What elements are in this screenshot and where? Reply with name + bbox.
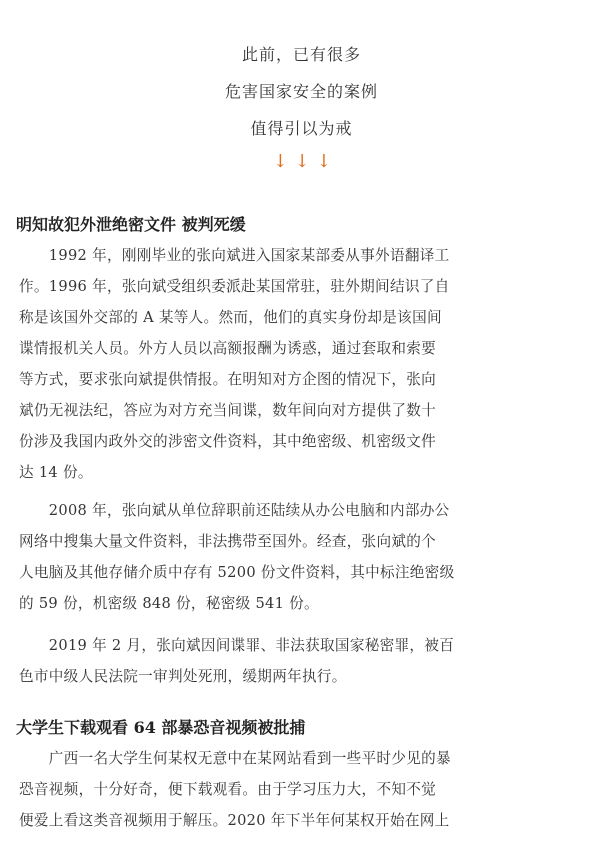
- section-2-paragraph-1: [19, 743, 549, 836]
- down-arrows: [0, 150, 603, 174]
- down-arrow-icon: ↓: [272, 151, 290, 172]
- intro-block: [0, 36, 603, 147]
- down-arrow-icon: ↓: [294, 151, 312, 172]
- section-1-paragraph-1: [19, 240, 549, 488]
- text-line: 谍情报机关人员。外方人员以高额报酬为诱惑，通过套取和索要: [19, 340, 437, 357]
- text-line: 人电脑及其他存储介质中存有 5200 份文件资料，其中标注绝密级: [19, 564, 455, 581]
- section-2-title: 大学生下载观看 64 部暴恐音视频被批捕: [16, 718, 306, 737]
- text-line: 作。1996 年，张向斌受组织委派赴某国常驻，驻外期间结识了自: [19, 278, 450, 295]
- text-line: 网络中搜集大量文件资料，非法携带至国外。经查，张向斌的个: [19, 533, 437, 550]
- text-line: 达 14 份。: [19, 464, 93, 481]
- text-line: 份涉及我国内政外交的涉密文件资料，其中绝密级、机密级文件: [19, 433, 437, 450]
- text-line: 的 59 份，机密级 848 份，秘密级 541 份。: [19, 595, 319, 612]
- text-line: 色市中级人民法院一审判处死刑，缓期两年执行。: [19, 668, 347, 685]
- intro-line-3: 值得引以为戒: [250, 119, 353, 138]
- text-line: 斌仍无视法纪，答应为对方充当间谍，数年间向对方提供了数十: [19, 402, 437, 419]
- text-line: 2008 年，张向斌从单位辞职前还陆续从办公电脑和内部办公: [19, 502, 450, 519]
- text-line: 恐音视频，十分好奇，便下载观看。由于学习压力大，不知不觉: [19, 781, 437, 798]
- text-line: 等方式，要求张向斌提供情报。在明知对方企图的情况下，张向: [19, 371, 437, 388]
- text-line: 广西一名大学生何某权无意中在某网站看到一些平时少见的暴: [19, 750, 451, 767]
- text-line: 称是该国外交部的 A 某等人。然而，他们的真实身份却是该国间: [19, 309, 442, 326]
- intro-line-1: 此前，已有很多: [241, 45, 361, 64]
- text-line: 便爱上看这类音视频用于解压。2020 年下半年何某权开始在网上: [19, 812, 450, 829]
- text-line: 2019 年 2 月，张向斌因间谍罪、非法获取国家秘密罪，被百: [19, 637, 455, 654]
- section-1-paragraph-3: [19, 630, 549, 692]
- section-1-title: 明知故犯外泄绝密文件 被判死缓: [16, 215, 246, 234]
- text-line: 1992 年，刚刚毕业的张向斌进入国家某部委从事外语翻译工: [19, 247, 450, 264]
- intro-line-2: 危害国家安全的案例: [224, 82, 378, 101]
- section-1-paragraph-2: [19, 495, 549, 619]
- down-arrow-icon: ↓: [316, 151, 334, 172]
